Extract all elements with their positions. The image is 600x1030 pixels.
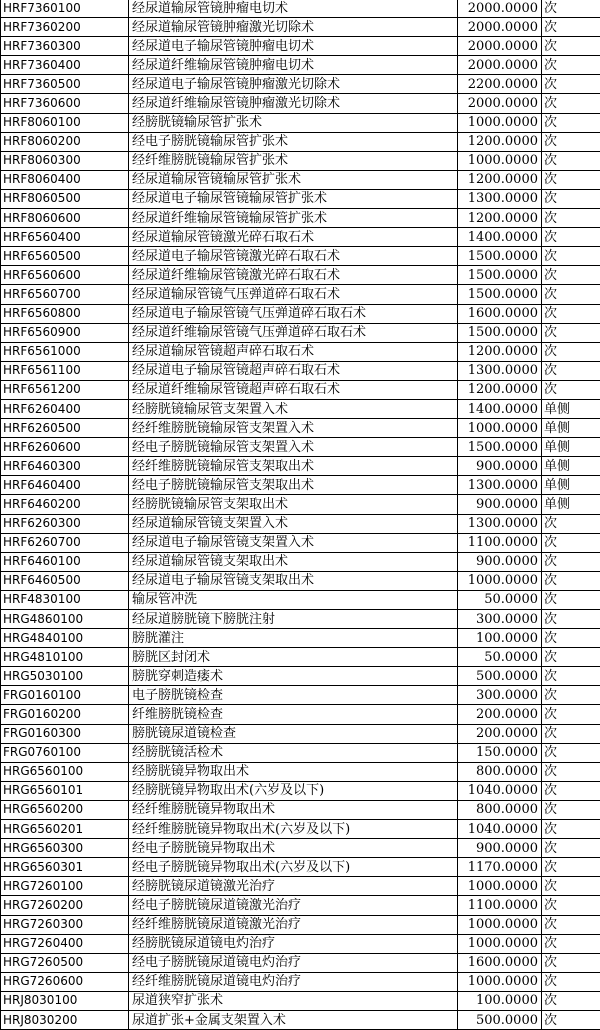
table-row (1, 304, 600, 323)
item-price-cell: 1000.0000 (458, 571, 542, 590)
table-row (1, 610, 600, 629)
item-price-cell: 1200.0000 (458, 170, 542, 189)
item-name-cell: 经纤维膀胱镜输尿管支架置入术 (129, 419, 458, 438)
item-name-cell: 经尿道纤维输尿管镜输尿管扩张术 (129, 209, 458, 228)
table-row (1, 800, 600, 819)
item-code-cell: HRG4840100 (1, 629, 129, 648)
item-unit-cell: 次 (542, 1010, 600, 1029)
item-unit-cell: 次 (542, 781, 600, 800)
item-price-cell: 1200.0000 (458, 342, 542, 361)
item-code-cell: HRF7360300 (1, 37, 129, 56)
item-name-cell: 经尿道纤维输尿管镜肿瘤电切术 (129, 56, 458, 75)
item-name-cell: 膀胱区封闭术 (129, 648, 458, 667)
item-price-cell: 1040.0000 (458, 820, 542, 839)
table-row (1, 1010, 600, 1029)
item-unit-cell: 次 (542, 56, 600, 75)
item-name-cell: 经尿道输尿管镜超声碎石取石术 (129, 342, 458, 361)
item-code-cell: HRF7360200 (1, 18, 129, 37)
item-price-cell: 2200.0000 (458, 75, 542, 94)
item-name-cell: 经尿道输尿管镜输尿管扩张术 (129, 170, 458, 189)
item-code-cell: FRG0160100 (1, 686, 129, 705)
item-code-cell: HRF6561200 (1, 380, 129, 399)
item-unit-cell: 次 (542, 170, 600, 189)
item-price-cell: 800.0000 (458, 762, 542, 781)
item-price-cell: 50.0000 (458, 590, 542, 609)
item-price-cell: 1000.0000 (458, 934, 542, 953)
item-name-cell: 经尿道膀胱镜下膀胱注射 (129, 610, 458, 629)
item-price-cell: 1170.0000 (458, 858, 542, 877)
item-price-cell: 1200.0000 (458, 209, 542, 228)
item-unit-cell: 次 (542, 858, 600, 877)
item-price-cell: 1300.0000 (458, 189, 542, 208)
item-code-cell: HRF6561100 (1, 361, 129, 380)
item-name-cell: 经尿道纤维输尿管镜肿瘤激光切除术 (129, 94, 458, 113)
item-price-cell: 2000.0000 (458, 94, 542, 113)
item-code-cell: HRG7260200 (1, 896, 129, 915)
item-unit-cell: 次 (542, 18, 600, 37)
table-row (1, 820, 600, 839)
item-name-cell: 经尿道电子输尿管镜气压弹道碎石取石术 (129, 304, 458, 323)
item-code-cell: HRF4830100 (1, 590, 129, 609)
item-code-cell: HRF8060300 (1, 151, 129, 170)
item-code-cell: HRG6560300 (1, 839, 129, 858)
item-unit-cell: 次 (542, 94, 600, 113)
item-unit-cell: 次 (542, 705, 600, 724)
table-row (1, 991, 600, 1010)
item-name-cell: 经电子膀胱镜异物取出术 (129, 839, 458, 858)
item-code-cell: HRF6560400 (1, 228, 129, 247)
item-unit-cell: 次 (542, 800, 600, 819)
table-row (1, 247, 600, 266)
item-code-cell: HRF7360400 (1, 56, 129, 75)
item-price-cell: 2000.0000 (458, 18, 542, 37)
item-name-cell: 经膀胱镜异物取出术 (129, 762, 458, 781)
item-name-cell: 经尿道输尿管镜气压弹道碎石取石术 (129, 285, 458, 304)
item-name-cell: 经尿道纤维输尿管镜激光碎石取石术 (129, 266, 458, 285)
table-row (1, 877, 600, 896)
table-row (1, 915, 600, 934)
table-row (1, 419, 600, 438)
item-price-cell: 1100.0000 (458, 896, 542, 915)
item-name-cell: 经膀胱镜异物取出术(六岁及以下) (129, 781, 458, 800)
item-unit-cell: 次 (542, 228, 600, 247)
item-code-cell: HRG4860100 (1, 610, 129, 629)
item-price-cell: 50.0000 (458, 648, 542, 667)
item-price-cell: 1600.0000 (458, 953, 542, 972)
item-name-cell: 经纤维膀胱镜异物取出术(六岁及以下) (129, 820, 458, 839)
table-row (1, 285, 600, 304)
item-name-cell: 纤维膀胱镜检查 (129, 705, 458, 724)
item-unit-cell: 次 (542, 571, 600, 590)
item-price-cell: 1500.0000 (458, 285, 542, 304)
item-unit-cell: 次 (542, 953, 600, 972)
item-price-cell: 1000.0000 (458, 915, 542, 934)
table-row (1, 953, 600, 972)
item-unit-cell: 次 (542, 629, 600, 648)
item-price-cell: 1200.0000 (458, 132, 542, 151)
item-unit-cell: 次 (542, 972, 600, 991)
item-name-cell: 经电子膀胱镜输尿管支架取出术 (129, 476, 458, 495)
item-unit-cell: 单侧 (542, 476, 600, 495)
item-unit-cell: 单侧 (542, 438, 600, 457)
item-code-cell: HRF6260500 (1, 419, 129, 438)
item-name-cell: 经电子膀胱镜尿道镜电灼治疗 (129, 953, 458, 972)
item-unit-cell: 次 (542, 247, 600, 266)
item-name-cell: 经纤维膀胱镜输尿管扩张术 (129, 151, 458, 170)
item-unit-cell: 次 (542, 934, 600, 953)
item-code-cell: HRF8060100 (1, 113, 129, 132)
item-unit-cell: 次 (542, 610, 600, 629)
item-name-cell: 经膀胱镜尿道镜电灼治疗 (129, 934, 458, 953)
item-code-cell: HRF8060400 (1, 170, 129, 189)
item-price-cell: 1500.0000 (458, 247, 542, 266)
item-name-cell: 经膀胱镜输尿管支架取出术 (129, 495, 458, 514)
item-name-cell: 经尿道纤维输尿管镜气压弹道碎石取石术 (129, 323, 458, 342)
item-unit-cell: 次 (542, 820, 600, 839)
table-row (1, 724, 600, 743)
item-price-cell: 500.0000 (458, 667, 542, 686)
item-name-cell: 膀胱灌注 (129, 629, 458, 648)
item-price-cell: 500.0000 (458, 1010, 542, 1029)
table-row (1, 266, 600, 285)
item-code-cell: FRG0760100 (1, 743, 129, 762)
item-name-cell: 尿道扩张+金属支架置入术 (129, 1010, 458, 1029)
item-name-cell: 输尿管冲洗 (129, 590, 458, 609)
item-price-cell: 1300.0000 (458, 361, 542, 380)
item-price-cell: 150.0000 (458, 743, 542, 762)
item-unit-cell: 次 (542, 667, 600, 686)
table-row (1, 781, 600, 800)
item-code-cell: HRG7260600 (1, 972, 129, 991)
item-name-cell: 经尿道电子输尿管镜支架取出术 (129, 571, 458, 590)
item-unit-cell: 次 (542, 533, 600, 552)
item-price-cell: 1500.0000 (458, 438, 542, 457)
item-name-cell: 经尿道电子输尿管镜肿瘤激光切除术 (129, 75, 458, 94)
table-row (1, 762, 600, 781)
item-code-cell: HRF6460200 (1, 495, 129, 514)
item-code-cell: HRG6560200 (1, 800, 129, 819)
item-code-cell: HRF8060200 (1, 132, 129, 151)
item-price-cell: 100.0000 (458, 629, 542, 648)
table-row (1, 476, 600, 495)
item-price-cell: 1300.0000 (458, 476, 542, 495)
item-name-cell: 电子膀胱镜检查 (129, 686, 458, 705)
item-price-cell: 1040.0000 (458, 781, 542, 800)
table-row (1, 37, 600, 56)
item-price-cell: 200.0000 (458, 724, 542, 743)
item-code-cell: HRF6560900 (1, 323, 129, 342)
item-code-cell: HRJ8030100 (1, 991, 129, 1010)
item-unit-cell: 次 (542, 648, 600, 667)
item-name-cell: 经纤维膀胱镜尿道镜电灼治疗 (129, 972, 458, 991)
table-row (1, 495, 600, 514)
item-code-cell: HRF6460500 (1, 571, 129, 590)
item-code-cell: HRF6561000 (1, 342, 129, 361)
item-code-cell: HRG6560301 (1, 858, 129, 877)
item-name-cell: 经尿道电子输尿管镜支架置入术 (129, 533, 458, 552)
item-price-cell: 1000.0000 (458, 972, 542, 991)
item-code-cell: HRG6560101 (1, 781, 129, 800)
item-unit-cell: 单侧 (542, 399, 600, 418)
table-row (1, 590, 600, 609)
item-price-cell: 1600.0000 (458, 304, 542, 323)
item-unit-cell: 次 (542, 762, 600, 781)
item-price-cell: 1400.0000 (458, 228, 542, 247)
item-unit-cell: 次 (542, 37, 600, 56)
table-row (1, 571, 600, 590)
item-unit-cell: 次 (542, 266, 600, 285)
table-row (1, 629, 600, 648)
item-code-cell: HRG7260500 (1, 953, 129, 972)
item-unit-cell: 次 (542, 380, 600, 399)
item-price-cell: 2000.0000 (458, 0, 542, 18)
table-row (1, 896, 600, 915)
item-price-cell: 900.0000 (458, 839, 542, 858)
item-unit-cell: 次 (542, 839, 600, 858)
item-unit-cell: 单侧 (542, 419, 600, 438)
item-name-cell: 经纤维膀胱镜尿道镜激光治疗 (129, 915, 458, 934)
item-code-cell: HRF7360600 (1, 94, 129, 113)
table-row (1, 380, 600, 399)
item-name-cell: 经尿道电子输尿管镜激光碎石取石术 (129, 247, 458, 266)
item-code-cell: HRG4810100 (1, 648, 129, 667)
table-row (1, 972, 600, 991)
table-row (1, 686, 600, 705)
item-name-cell: 经纤维膀胱镜异物取出术 (129, 800, 458, 819)
item-code-cell: HRF6460300 (1, 457, 129, 476)
item-unit-cell: 次 (542, 151, 600, 170)
item-name-cell: 经尿道电子输尿管镜输尿管扩张术 (129, 189, 458, 208)
table-row (1, 934, 600, 953)
table-row (1, 18, 600, 37)
item-price-cell: 900.0000 (458, 552, 542, 571)
item-price-cell: 900.0000 (458, 495, 542, 514)
item-unit-cell: 次 (542, 361, 600, 380)
item-name-cell: 经尿道输尿管镜激光碎石取石术 (129, 228, 458, 247)
item-unit-cell: 单侧 (542, 495, 600, 514)
table-row (1, 743, 600, 762)
item-code-cell: HRF6560800 (1, 304, 129, 323)
item-code-cell: HRF7360500 (1, 75, 129, 94)
table-row (1, 189, 600, 208)
item-name-cell: 经尿道电子输尿管镜肿瘤电切术 (129, 37, 458, 56)
item-code-cell: HRF6260600 (1, 438, 129, 457)
item-price-cell: 1000.0000 (458, 113, 542, 132)
item-price-cell: 1400.0000 (458, 399, 542, 418)
table-row (1, 533, 600, 552)
item-code-cell: HRF6460400 (1, 476, 129, 495)
item-unit-cell: 次 (542, 877, 600, 896)
item-code-cell: FRG0160200 (1, 705, 129, 724)
item-code-cell: HRG6560100 (1, 762, 129, 781)
table-row (1, 361, 600, 380)
item-code-cell: HRF6260300 (1, 514, 129, 533)
item-code-cell: HRG5030100 (1, 667, 129, 686)
item-price-cell: 1000.0000 (458, 151, 542, 170)
table-row (1, 342, 600, 361)
item-name-cell: 膀胱穿刺造瘘术 (129, 667, 458, 686)
item-unit-cell: 次 (542, 285, 600, 304)
item-name-cell: 经电子膀胱镜异物取出术(六岁及以下) (129, 858, 458, 877)
item-price-cell: 1500.0000 (458, 266, 542, 285)
item-name-cell: 经电子膀胱镜输尿管扩张术 (129, 132, 458, 151)
table-row (1, 132, 600, 151)
table-row (1, 438, 600, 457)
item-name-cell: 经电子膀胱镜输尿管支架置入术 (129, 438, 458, 457)
item-price-cell: 1100.0000 (458, 533, 542, 552)
item-name-cell: 经尿道输尿管镜支架置入术 (129, 514, 458, 533)
table-row (1, 514, 600, 533)
table-row (1, 113, 600, 132)
table-row (1, 56, 600, 75)
item-unit-cell: 次 (542, 113, 600, 132)
table-row (1, 0, 600, 18)
item-unit-cell: 次 (542, 552, 600, 571)
item-name-cell: 经尿道输尿管镜支架取出术 (129, 552, 458, 571)
item-unit-cell: 次 (542, 323, 600, 342)
item-unit-cell: 次 (542, 590, 600, 609)
table-row (1, 209, 600, 228)
item-name-cell: 经尿道输尿管镜肿瘤激光切除术 (129, 18, 458, 37)
item-unit-cell: 次 (542, 189, 600, 208)
table-row (1, 457, 600, 476)
item-name-cell: 经膀胱镜尿道镜激光治疗 (129, 877, 458, 896)
item-unit-cell: 次 (542, 132, 600, 151)
item-name-cell: 经纤维膀胱镜输尿管支架取出术 (129, 457, 458, 476)
item-unit-cell: 次 (542, 209, 600, 228)
item-unit-cell: 次 (542, 686, 600, 705)
item-unit-cell: 次 (542, 75, 600, 94)
item-name-cell: 经尿道输尿管镜肿瘤电切术 (129, 0, 458, 18)
item-price-cell: 1200.0000 (458, 380, 542, 399)
item-unit-cell: 单侧 (542, 457, 600, 476)
item-code-cell: HRF8060600 (1, 209, 129, 228)
item-code-cell: HRF6460100 (1, 552, 129, 571)
item-code-cell: HRF6560500 (1, 247, 129, 266)
item-unit-cell: 次 (542, 991, 600, 1010)
item-code-cell: HRF6260400 (1, 399, 129, 418)
item-unit-cell: 次 (542, 304, 600, 323)
table-row (1, 705, 600, 724)
item-unit-cell: 次 (542, 0, 600, 18)
item-code-cell: HRJ8030200 (1, 1010, 129, 1029)
item-price-cell: 1300.0000 (458, 514, 542, 533)
price-table-body (1, 0, 600, 1030)
item-name-cell: 经尿道电子输尿管镜超声碎石取石术 (129, 361, 458, 380)
table-row (1, 75, 600, 94)
item-code-cell: HRG6560201 (1, 820, 129, 839)
table-row (1, 858, 600, 877)
item-name-cell: 膀胱镜尿道镜检查 (129, 724, 458, 743)
item-code-cell: HRG7260100 (1, 877, 129, 896)
item-code-cell: HRF6560600 (1, 266, 129, 285)
item-price-cell: 200.0000 (458, 705, 542, 724)
item-name-cell: 经膀胱镜输尿管支架置入术 (129, 399, 458, 418)
item-unit-cell: 次 (542, 743, 600, 762)
item-code-cell: HRF6260700 (1, 533, 129, 552)
table-row (1, 94, 600, 113)
item-price-cell: 1500.0000 (458, 323, 542, 342)
item-price-cell: 2000.0000 (458, 56, 542, 75)
table-row (1, 323, 600, 342)
item-price-cell: 1000.0000 (458, 877, 542, 896)
item-name-cell: 尿道狭窄扩张术 (129, 991, 458, 1010)
table-row (1, 839, 600, 858)
table-row (1, 151, 600, 170)
table-row (1, 552, 600, 571)
item-name-cell: 经膀胱镜活检术 (129, 743, 458, 762)
table-row (1, 228, 600, 247)
item-price-cell: 300.0000 (458, 610, 542, 629)
item-name-cell: 经尿道纤维输尿管镜超声碎石取石术 (129, 380, 458, 399)
item-price-cell: 1000.0000 (458, 419, 542, 438)
table-row (1, 648, 600, 667)
item-price-cell: 300.0000 (458, 686, 542, 705)
item-unit-cell: 次 (542, 342, 600, 361)
item-unit-cell: 次 (542, 724, 600, 743)
item-code-cell: HRG7260400 (1, 934, 129, 953)
table-row (1, 667, 600, 686)
table-row (1, 170, 600, 189)
item-code-cell: FRG0160300 (1, 724, 129, 743)
item-price-cell: 900.0000 (458, 457, 542, 476)
item-name-cell: 经膀胱镜输尿管扩张术 (129, 113, 458, 132)
item-unit-cell: 次 (542, 915, 600, 934)
item-code-cell: HRG7260300 (1, 915, 129, 934)
item-code-cell: HRF7360100 (1, 0, 129, 18)
item-unit-cell: 次 (542, 514, 600, 533)
item-code-cell: HRF6560700 (1, 285, 129, 304)
item-unit-cell: 次 (542, 896, 600, 915)
item-name-cell: 经电子膀胱镜尿道镜激光治疗 (129, 896, 458, 915)
item-price-cell: 800.0000 (458, 800, 542, 819)
table-row (1, 399, 600, 418)
item-price-cell: 2000.0000 (458, 37, 542, 56)
item-code-cell: HRF8060500 (1, 189, 129, 208)
item-price-cell: 100.0000 (458, 991, 542, 1010)
